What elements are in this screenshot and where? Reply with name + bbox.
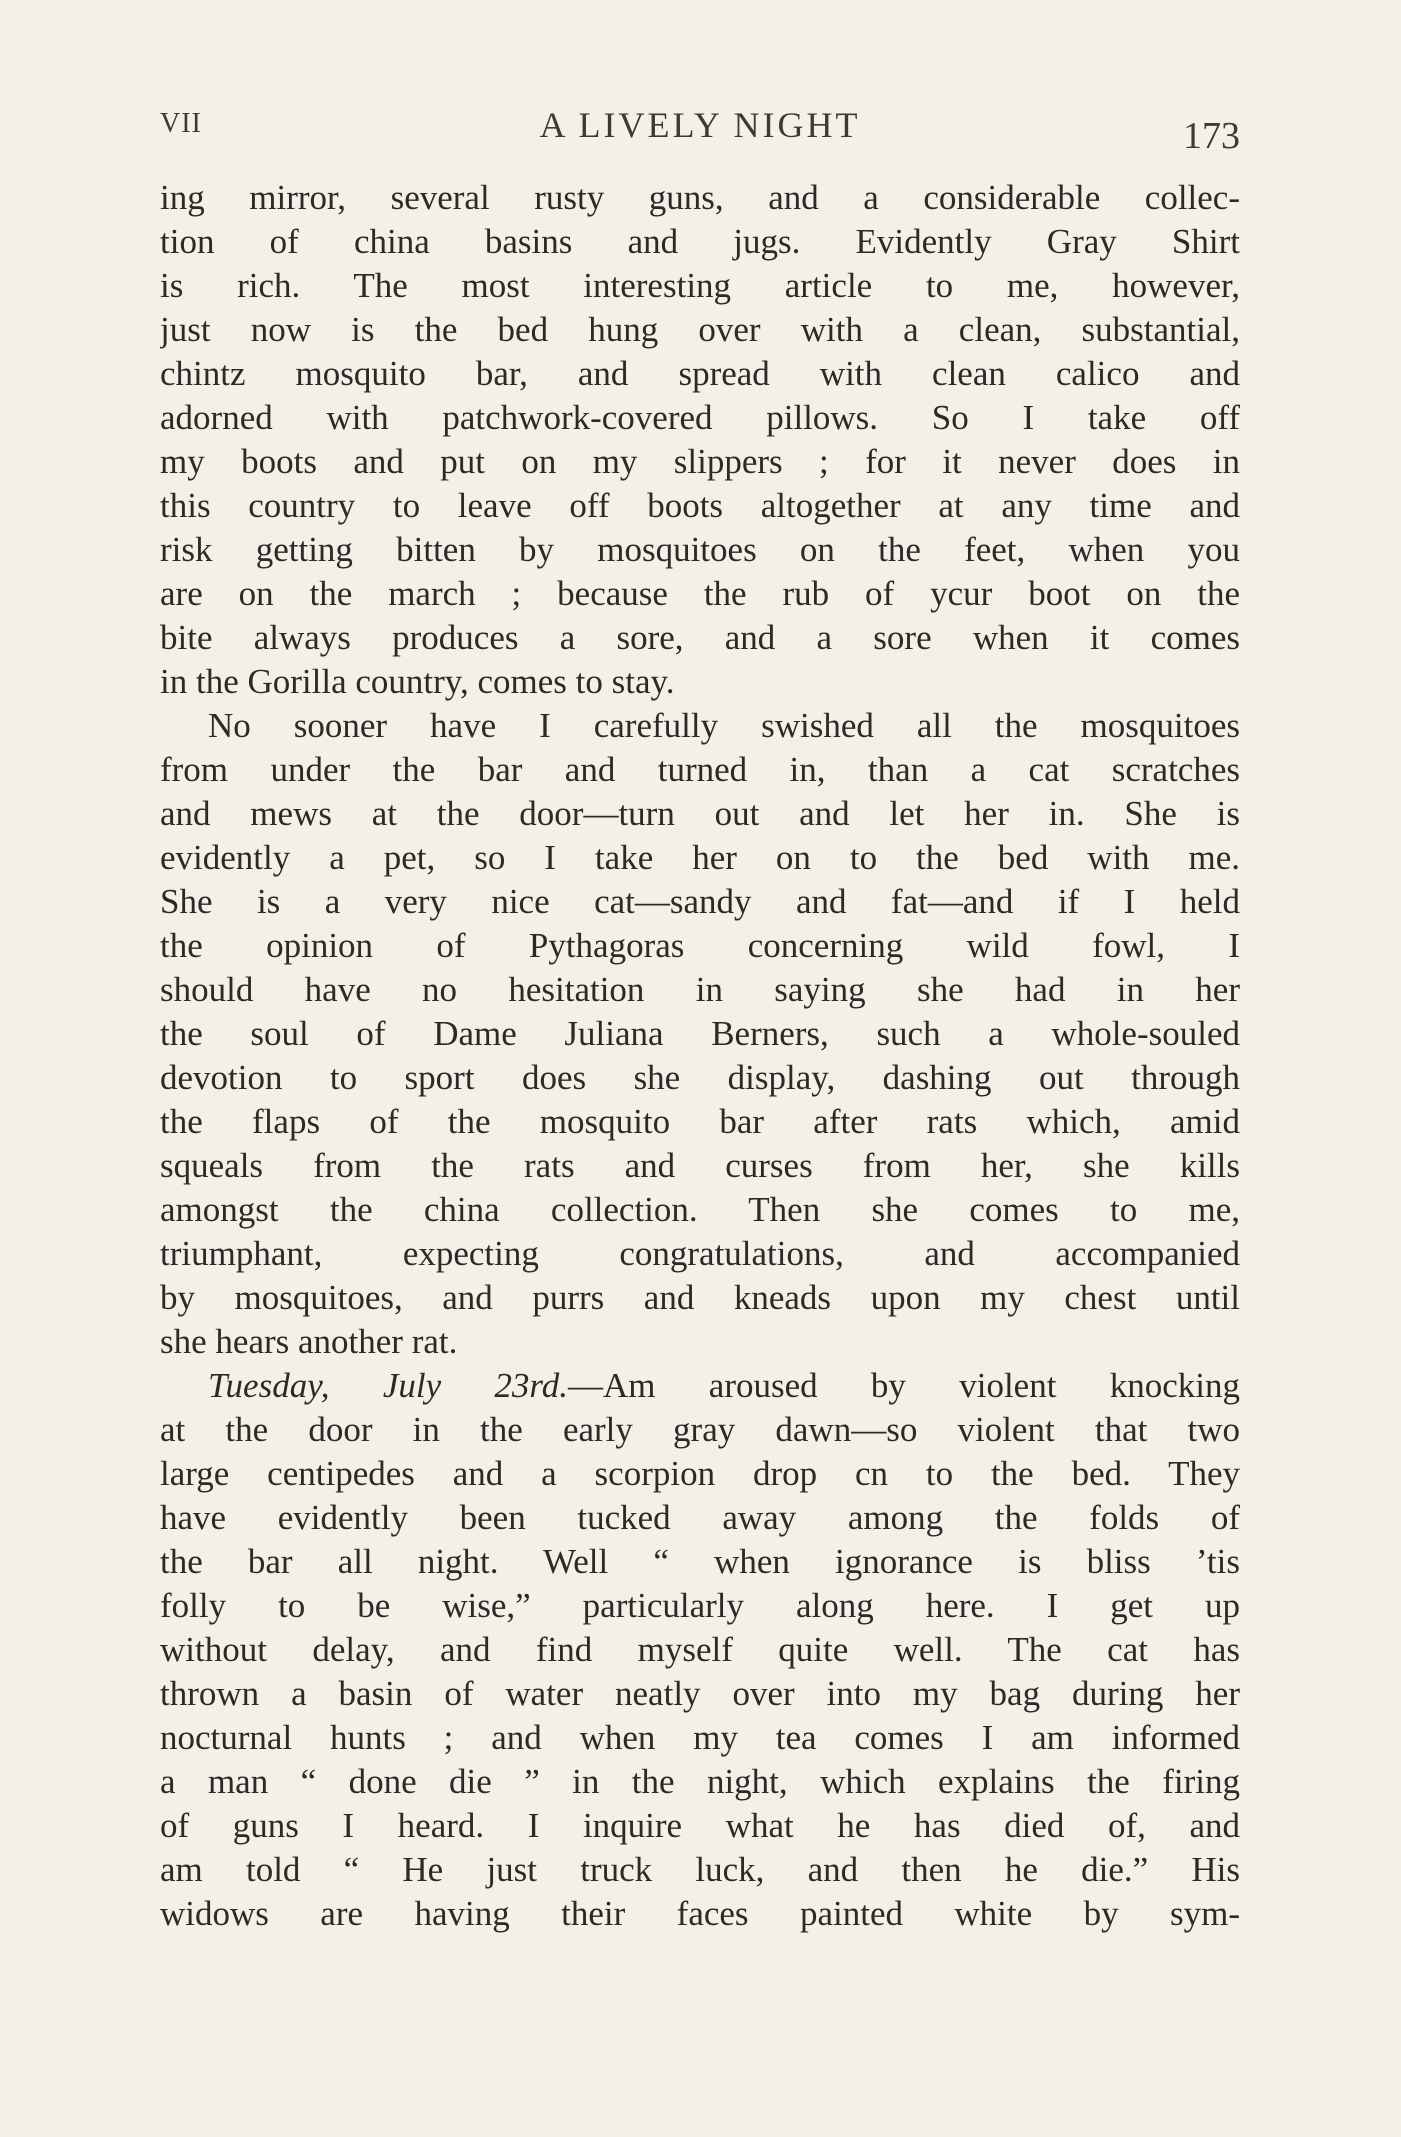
text-line: have evidently been tucked away among the folds of <box>160 1498 1240 1537</box>
text-line: devotion to sport does she display, dashing out through <box>160 1058 1240 1097</box>
text-line: folly to be wise,” particularly along here. I get up <box>160 1586 1240 1625</box>
page-number: 173 <box>1183 115 1240 157</box>
text-line: at the door in the early gray dawn—so violent that two <box>160 1410 1240 1449</box>
text-line: of guns I heard. I inquire what he has died of, and <box>160 1806 1240 1845</box>
text-line: from under the bar and turned in, than a cat scratches <box>160 750 1240 789</box>
text-line: the soul of Dame Juliana Berners, such a whole-souled <box>160 1014 1240 1053</box>
text-line: the bar all night. Well “ when ignorance is bliss ’tis <box>160 1542 1240 1581</box>
text-line: chintz mosquito bar, and spread with clean calico and <box>160 354 1240 393</box>
text-line: adorned with patchwork-covered pillows. So I take off <box>160 398 1240 437</box>
text-line: widows are having their faces painted white by sym- <box>160 1894 1240 1933</box>
text-line-dated <box>160 1364 1240 1408</box>
text-line: just now is the bed hung over with a clean, substantial, <box>160 310 1240 349</box>
chapter-number: VII <box>160 108 202 139</box>
text-line: triumphant, expecting congratulations, and accompanied <box>160 1234 1240 1273</box>
text-line: amongst the china collection. Then she comes to me, <box>160 1190 1240 1229</box>
entry-text: —Am aroused by violent knocking <box>568 1366 1240 1405</box>
text-line: in the Gorilla country, comes to stay. <box>160 662 675 701</box>
text-line: evidently a pet, so I take her on to the bed with me. <box>160 838 1240 877</box>
running-title: A LIVELY NIGHT <box>539 105 861 145</box>
text-line: by mosquitoes, and purrs and kneads upon my chest until <box>160 1278 1240 1317</box>
text-line: the opinion of Pythagoras concerning wild fowl, I <box>160 926 1240 965</box>
text-line: risk getting bitten by mosquitoes on the feet, when you <box>160 530 1240 569</box>
text-line: squeals from the rats and curses from her, she kills <box>160 1146 1240 1185</box>
text-line: without delay, and find myself quite well. The cat has <box>160 1630 1240 1669</box>
text-line: thrown a basin of water neatly over into my bag during her <box>160 1674 1240 1713</box>
running-header <box>160 104 1240 164</box>
text-line: are on the march ; because the rub of ycur boot on the <box>160 574 1240 613</box>
text-line: She is a very nice cat—sandy and fat—and if I held <box>160 882 1240 921</box>
text-line: the flaps of the mosquito bar after rats which, amid <box>160 1102 1240 1141</box>
text-line: bite always produces a sore, and a sore when it comes <box>160 618 1240 657</box>
body-text <box>160 176 1240 1936</box>
text-line: is rich. The most interesting article to me, however, <box>160 266 1240 305</box>
text-line: should have no hesitation in saying she had in her <box>160 970 1240 1009</box>
entry-date: Tuesday, July 23rd. <box>208 1366 568 1405</box>
text-line: large centipedes and a scorpion drop cn to the bed. They <box>160 1454 1240 1493</box>
text-line: a man “ done die ” in the night, which explains the firing <box>160 1762 1240 1801</box>
text-line: tion of china basins and jugs. Evidently Gray Shirt <box>160 222 1240 261</box>
text-line: she hears another rat. <box>160 1322 458 1361</box>
text-line: and mews at the door—turn out and let her in. She is <box>160 794 1240 833</box>
text-line: am told “ He just truck luck, and then he die.” His <box>160 1850 1240 1889</box>
text-line: nocturnal hunts ; and when my tea comes I am informed <box>160 1718 1240 1757</box>
text-line: my boots and put on my slippers ; for it never does in <box>160 442 1240 481</box>
text-line: this country to leave off boots altogether at any time and <box>160 486 1240 525</box>
text-line: No sooner have I carefully swished all the mosquitoes <box>208 706 1240 745</box>
text-line: ing mirror, several rusty guns, and a considerable collec- <box>160 178 1240 217</box>
